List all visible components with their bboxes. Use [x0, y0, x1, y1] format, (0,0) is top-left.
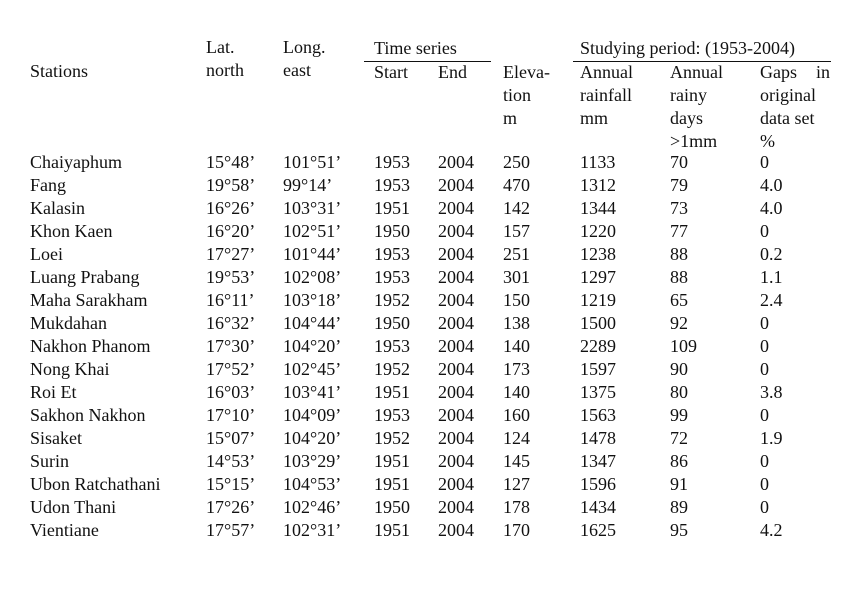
cell-station: Ubon Ratchathani	[30, 474, 161, 494]
cell-days: 90	[670, 359, 688, 379]
cell-gaps: 0	[760, 405, 769, 425]
cell-rain: 1625	[580, 520, 616, 540]
cell-elev: 178	[503, 497, 530, 517]
cell-long: 104°20’	[283, 336, 342, 356]
cell-end: 2004	[438, 382, 474, 402]
cell-rain: 1312	[580, 175, 616, 195]
cell-lat: 17°26’	[206, 497, 256, 517]
cell-long: 104°53’	[283, 474, 342, 494]
cell-end: 2004	[438, 520, 474, 540]
cell-lat: 16°11’	[206, 290, 255, 310]
cell-long: 101°51’	[283, 152, 342, 172]
cell-rain: 1478	[580, 428, 616, 448]
cell-end: 2004	[438, 198, 474, 218]
cell-station: Kalasin	[30, 198, 85, 218]
cell-start: 1953	[374, 244, 410, 264]
cell-end: 2004	[438, 244, 474, 264]
cell-gaps: 0	[760, 221, 769, 241]
header-time-series: Time series	[374, 38, 457, 58]
cell-lat: 16°20’	[206, 221, 256, 241]
cell-days: 86	[670, 451, 688, 471]
table-row	[0, 243, 860, 266]
cell-gaps: 3.8	[760, 382, 783, 402]
cell-station: Loei	[30, 244, 63, 264]
cell-end: 2004	[438, 267, 474, 287]
cell-station: Udon Thani	[30, 497, 117, 517]
table-row	[0, 473, 860, 496]
cell-station: Luang Prabang	[30, 267, 140, 287]
cell-lat: 19°53’	[206, 267, 256, 287]
cell-station: Vientiane	[30, 520, 99, 540]
cell-long: 102°46’	[283, 497, 342, 517]
cell-start: 1953	[374, 267, 410, 287]
cell-rain: 1220	[580, 221, 616, 241]
cell-gaps: 0	[760, 474, 769, 494]
table-row	[0, 496, 860, 519]
table-row	[0, 358, 860, 381]
cell-station: Maha Sarakham	[30, 290, 148, 310]
cell-elev: 150	[503, 290, 530, 310]
cell-rain: 1133	[580, 152, 616, 172]
cell-end: 2004	[438, 451, 474, 471]
table-row	[0, 220, 860, 243]
cell-rain: 1219	[580, 290, 616, 310]
cell-end: 2004	[438, 474, 474, 494]
cell-days: 95	[670, 520, 688, 540]
cell-end: 2004	[438, 359, 474, 379]
cell-rain: 1344	[580, 198, 616, 218]
cell-lat: 17°57’	[206, 520, 256, 540]
cell-long: 103°18’	[283, 290, 342, 310]
cell-days: 91	[670, 474, 688, 494]
cell-rain: 2289	[580, 336, 616, 356]
cell-station: Fang	[30, 175, 66, 195]
cell-gaps: 0	[760, 152, 769, 172]
cell-station: Nakhon Phanom	[30, 336, 151, 356]
cell-gaps: 0	[760, 497, 769, 517]
cell-elev: 251	[503, 244, 530, 264]
cell-days: 99	[670, 405, 688, 425]
cell-end: 2004	[438, 336, 474, 356]
cell-long: 103°31’	[283, 198, 342, 218]
cell-lat: 17°27’	[206, 244, 256, 264]
table-row	[0, 427, 860, 450]
cell-gaps: 1.9	[760, 428, 783, 448]
cell-lat: 17°52’	[206, 359, 256, 379]
cell-days: 92	[670, 313, 688, 333]
cell-elev: 140	[503, 336, 530, 356]
table-row	[0, 312, 860, 335]
table-row	[0, 174, 860, 197]
cell-lat: 16°32’	[206, 313, 256, 333]
cell-elev: 301	[503, 267, 530, 287]
cell-rain: 1563	[580, 405, 616, 425]
cell-long: 104°44’	[283, 313, 342, 333]
cell-elev: 145	[503, 451, 530, 471]
table-row	[0, 151, 860, 174]
cell-end: 2004	[438, 428, 474, 448]
table-row	[0, 519, 860, 542]
cell-days: 72	[670, 428, 688, 448]
cell-days: 88	[670, 244, 688, 264]
cell-gaps: 0	[760, 451, 769, 471]
header-stations: Stations	[30, 61, 89, 81]
cell-long: 104°20’	[283, 428, 342, 448]
cell-long: 103°41’	[283, 382, 342, 402]
cell-station: Chaiyaphum	[30, 152, 122, 172]
cell-rain: 1434	[580, 497, 616, 517]
table-row	[0, 381, 860, 404]
header-elevation: Eleva- tion m	[503, 62, 550, 128]
table-row	[0, 335, 860, 358]
cell-station: Khon Kaen	[30, 221, 113, 241]
cell-days: 65	[670, 290, 688, 310]
cell-start: 1953	[374, 152, 410, 172]
table-row	[0, 404, 860, 427]
cell-elev: 470	[503, 175, 530, 195]
cell-lat: 16°26’	[206, 198, 256, 218]
table-row	[0, 289, 860, 312]
cell-start: 1953	[374, 405, 410, 425]
cell-lat: 15°48’	[206, 152, 256, 172]
cell-lat: 15°15’	[206, 474, 256, 494]
cell-elev: 140	[503, 382, 530, 402]
cell-days: 73	[670, 198, 688, 218]
cell-days: 80	[670, 382, 688, 402]
cell-rain: 1297	[580, 267, 616, 287]
header-gaps: Gaps in original data set %	[760, 62, 830, 151]
cell-gaps: 1.1	[760, 267, 783, 287]
header-long: Long. east	[283, 37, 326, 80]
cell-days: 79	[670, 175, 688, 195]
cell-rain: 1597	[580, 359, 616, 379]
cell-start: 1953	[374, 336, 410, 356]
cell-gaps: 0	[760, 336, 769, 356]
cell-start: 1951	[374, 382, 410, 402]
header-end: End	[438, 62, 467, 82]
cell-rain: 1500	[580, 313, 616, 333]
cell-start: 1952	[374, 359, 410, 379]
cell-start: 1952	[374, 428, 410, 448]
header-start: Start	[374, 62, 408, 82]
cell-elev: 173	[503, 359, 530, 379]
cell-long: 99°14’	[283, 175, 333, 195]
cell-long: 104°09’	[283, 405, 342, 425]
cell-elev: 138	[503, 313, 530, 333]
cell-elev: 127	[503, 474, 530, 494]
cell-start: 1951	[374, 451, 410, 471]
cell-start: 1951	[374, 198, 410, 218]
cell-lat: 19°58’	[206, 175, 256, 195]
cell-long: 102°51’	[283, 221, 342, 241]
cell-days: 70	[670, 152, 688, 172]
cell-long: 102°08’	[283, 267, 342, 287]
cell-gaps: 4.2	[760, 520, 783, 540]
cell-days: 109	[670, 336, 697, 356]
header-studying-period: Studying period: (1953-2004)	[580, 38, 795, 58]
cell-end: 2004	[438, 405, 474, 425]
cell-lat: 17°30’	[206, 336, 256, 356]
cell-start: 1951	[374, 474, 410, 494]
cell-elev: 157	[503, 221, 530, 241]
cell-start: 1950	[374, 221, 410, 241]
cell-rain: 1238	[580, 244, 616, 264]
cell-days: 89	[670, 497, 688, 517]
cell-start: 1950	[374, 497, 410, 517]
table-row	[0, 266, 860, 289]
cell-start: 1952	[374, 290, 410, 310]
cell-long: 103°29’	[283, 451, 342, 471]
cell-station: Roi Et	[30, 382, 77, 402]
table-row	[0, 450, 860, 473]
cell-station: Sakhon Nakhon	[30, 405, 146, 425]
cell-start: 1951	[374, 520, 410, 540]
cell-gaps: 4.0	[760, 198, 783, 218]
header-annual-rainy-days: Annual rainy days >1mm	[670, 62, 723, 151]
cell-station: Sisaket	[30, 428, 82, 448]
cell-elev: 142	[503, 198, 530, 218]
cell-end: 2004	[438, 152, 474, 172]
cell-lat: 16°03’	[206, 382, 256, 402]
cell-end: 2004	[438, 221, 474, 241]
cell-gaps: 0.2	[760, 244, 783, 264]
cell-station: Surin	[30, 451, 70, 471]
cell-elev: 250	[503, 152, 530, 172]
cell-long: 101°44’	[283, 244, 342, 264]
cell-lat: 15°07’	[206, 428, 256, 448]
cell-days: 88	[670, 267, 688, 287]
cell-gaps: 4.0	[760, 175, 783, 195]
cell-elev: 160	[503, 405, 530, 425]
cell-rain: 1375	[580, 382, 616, 402]
cell-station: Mukdahan	[30, 313, 107, 333]
cell-long: 102°45’	[283, 359, 342, 379]
table-row	[0, 197, 860, 220]
cell-days: 77	[670, 221, 688, 241]
header-annual-rainfall: Annual rainfall mm	[580, 62, 633, 128]
cell-start: 1953	[374, 175, 410, 195]
cell-gaps: 2.4	[760, 290, 783, 310]
header-lat: Lat. north	[206, 37, 244, 80]
cell-gaps: 0	[760, 359, 769, 379]
cell-rain: 1596	[580, 474, 616, 494]
cell-lat: 14°53’	[206, 451, 256, 471]
cell-lat: 17°10’	[206, 405, 256, 425]
cell-end: 2004	[438, 290, 474, 310]
cell-end: 2004	[438, 313, 474, 333]
cell-elev: 124	[503, 428, 530, 448]
cell-start: 1950	[374, 313, 410, 333]
cell-end: 2004	[438, 497, 474, 517]
cell-station: Nong Khai	[30, 359, 110, 379]
cell-end: 2004	[438, 175, 474, 195]
cell-rain: 1347	[580, 451, 616, 471]
cell-elev: 170	[503, 520, 530, 540]
cell-long: 102°31’	[283, 520, 342, 540]
cell-gaps: 0	[760, 313, 769, 333]
